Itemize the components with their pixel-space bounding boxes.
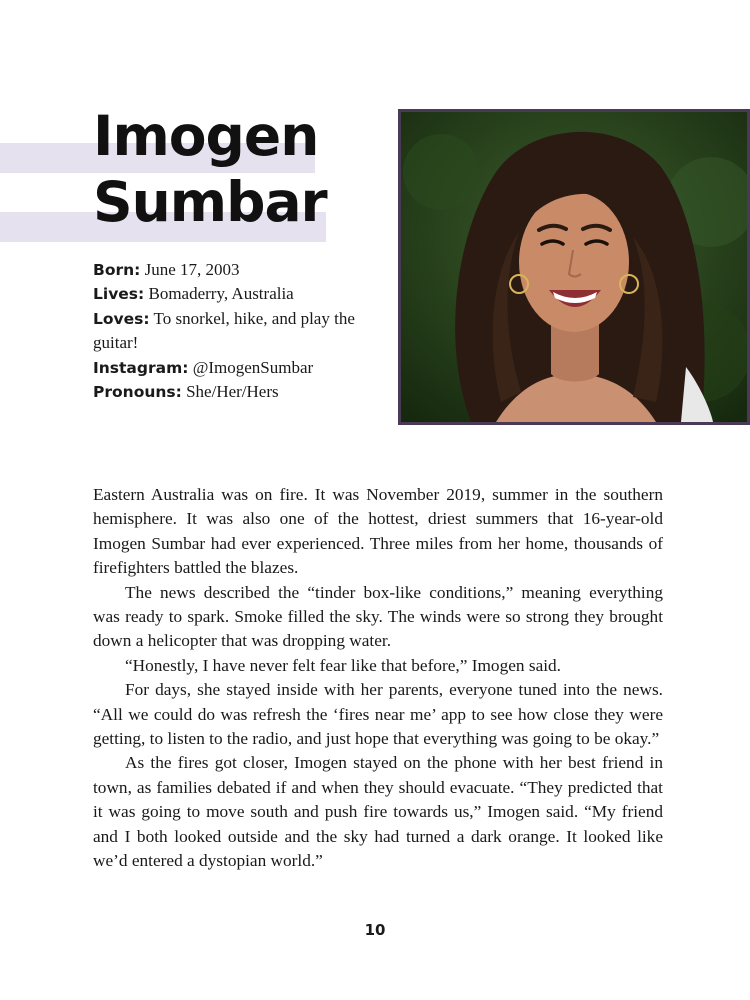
fact-loves xyxy=(93,307,388,356)
article-body xyxy=(93,483,663,874)
fact-pronouns xyxy=(93,380,388,404)
fact-label: Loves: xyxy=(93,309,150,328)
fact-lives xyxy=(93,282,388,306)
fact-label: Instagram: xyxy=(93,358,189,377)
page-number: 10 xyxy=(364,921,386,939)
fact-value: To snorkel, hike, and play the guitar! xyxy=(93,308,355,353)
fact-value: June 17, 2003 xyxy=(144,260,240,279)
fact-value: Bomaderry, Australia xyxy=(148,284,294,304)
paragraph: The news described the “tinder box-like conditions,” meaning everything was ready to spark. Smoke filled the sky. The winds were so strong they brought down a helicopter that was dropping water. xyxy=(93,582,663,651)
profile-name-first: Imogen xyxy=(93,104,319,168)
fact-label: Pronouns: xyxy=(93,383,182,402)
paragraph: “Honestly, I have never felt fear like that before,” Imogen said. xyxy=(125,655,561,675)
fact-instagram xyxy=(93,356,388,380)
portrait-photo xyxy=(398,109,750,425)
profile-name-last: Sumbar xyxy=(93,170,327,234)
fact-label: Lives: xyxy=(93,285,145,304)
profile-name xyxy=(93,103,327,235)
fact-value: @ImogenSumbar xyxy=(192,357,314,377)
fact-value: She/Her/Hers xyxy=(186,382,279,402)
fact-label: Born: xyxy=(93,261,141,279)
paragraph: Eastern Australia was on fire. It was November 2019, summer in the southern hemisphere. It was also one of the hottest, driest summers that 16-year-old Imogen Sumbar had ever experienced. Three miles from her home, thousands of firefighters battled the blazes. xyxy=(93,485,663,578)
fact-born xyxy=(93,258,388,282)
paragraph: For days, she stayed inside with her parents, everyone tuned into the news. “All we could do was refresh the ‘fires near me’ app to see how close they were getting, to listen to the radio, and just hope that everything was going to be okay.” xyxy=(93,680,663,749)
paragraph: As the fires got closer, Imogen stayed on the phone with her best friend in town, as families debated if and when they should evacuate. “They predicted that it was going to move south and push fire towards us,” Imogen said. “My friend and I both looked outside and the sky had turned a dark orange. It looked like we’d entered a dystopian world.” xyxy=(93,753,663,871)
profile-facts xyxy=(93,258,388,404)
portrait-illustration xyxy=(401,112,747,422)
